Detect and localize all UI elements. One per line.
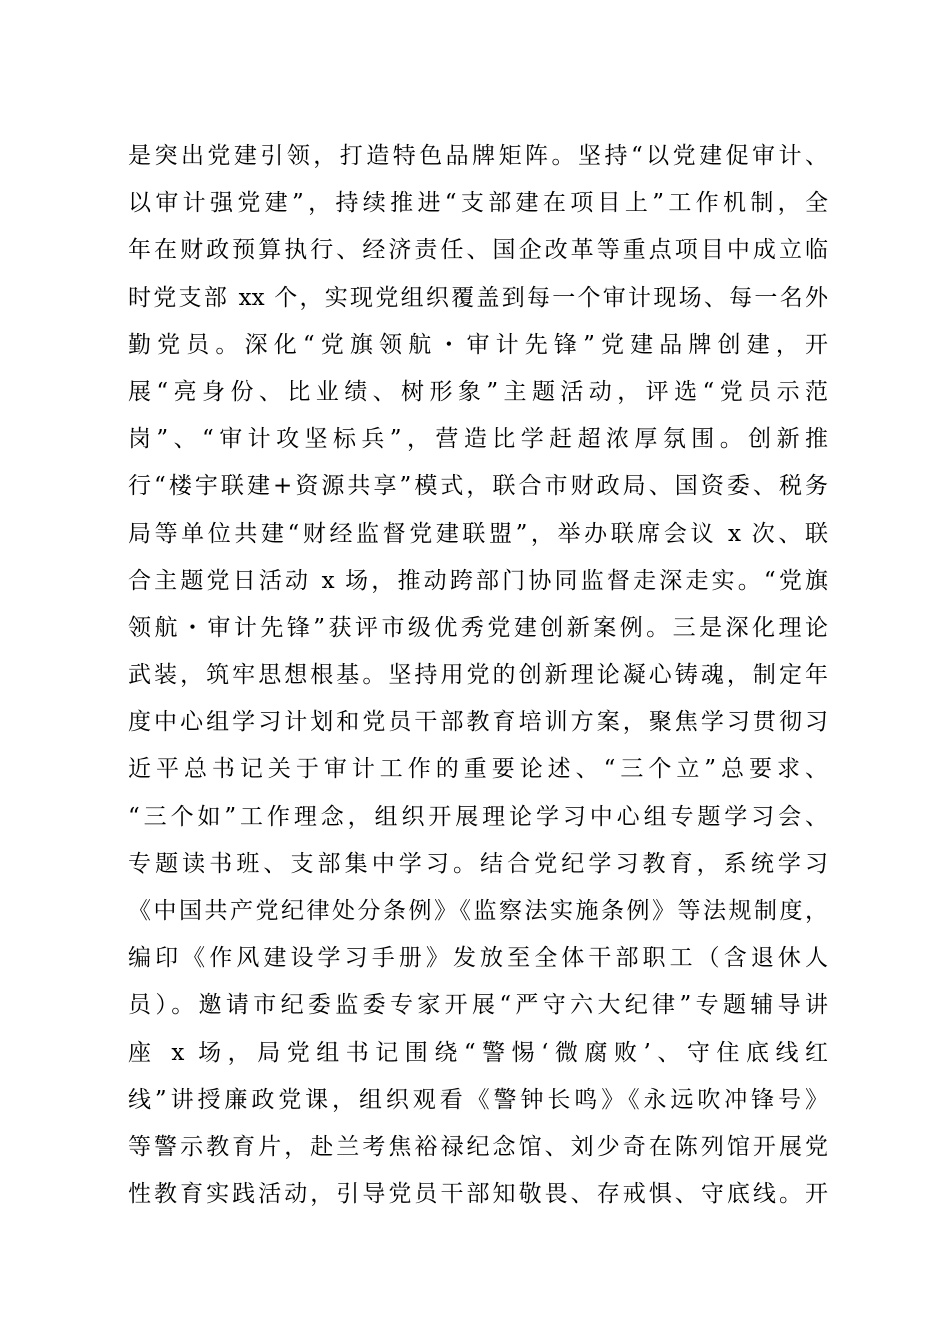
- text-line-21: 线”讲授廉政党课，组织观看《警钟长鸣》《永远吹冲锋号》: [128, 1086, 828, 1113]
- text-line-4: 时党支部 xx 个，实现党组织覆盖到每一个审计现场、每一名外: [128, 284, 828, 311]
- text-line-19: 员）。邀请市纪委监委专家开展“严守六大纪律”专题辅导讲: [128, 992, 828, 1019]
- text-line-16: 专题读书班、支部集中学习。结合党纪学习教育，系统学习: [128, 850, 828, 877]
- text-line-9: 局等单位共建“财经监督党建联盟”，举办联席会议 x 次、联: [128, 520, 828, 547]
- text-line-5: 勤党员。深化“党旗领航・审计先锋”党建品牌创建，开: [128, 331, 828, 358]
- text-line-17: 《中国共产党纪律处分条例》《监察法实施条例》等法规制度，: [128, 898, 828, 924]
- text-line-1: 是突出党建引领，打造特色品牌矩阵。坚持“以党建促审计、: [128, 143, 828, 169]
- text-line-2: 以审计强党建”，持续推进“支部建在项目上”工作机制，全: [128, 190, 828, 217]
- text-line-11: 领航・审计先锋”获评市级优秀党建创新案例。三是深化理论: [128, 614, 828, 641]
- text-line-18: 编印《作风建设学习手册》发放至全体干部职工（含退休人: [128, 945, 828, 972]
- text-line-20: 座 x 场，局党组书记围绕“警惕‘微腐败’、守住底线红: [128, 1039, 828, 1066]
- body-text: [128, 133, 828, 1218]
- text-line-22: 等警示教育片，赴兰考焦裕禄纪念馆、刘少奇在陈列馆开展党: [128, 1133, 828, 1160]
- text-line-15: “三个如”工作理念，组织开展理论学习中心组专题学习会、: [128, 803, 828, 830]
- text-line-7: 岗”、“审计攻坚标兵”，营造比学赶超浓厚氛围。创新推: [128, 426, 828, 453]
- text-line-3: 年在财政预算执行、经济责任、国企改革等重点项目中成立临: [128, 237, 828, 264]
- text-line-14: 近平总书记关于审计工作的重要论述、“三个立”总要求、: [128, 756, 828, 783]
- text-line-13: 度中心组学习计划和党员干部教育培训方案，聚焦学习贯彻习: [128, 709, 828, 736]
- text-line-23: 性教育实践活动，引导党员干部知敬畏、存戒惧、守底线。开: [128, 1181, 828, 1208]
- text-line-6: 展“亮身份、比业绩、树形象”主题活动，评选“党员示范: [128, 378, 828, 405]
- text-line-10: 合主题党日活动 x 场，推动跨部门协同监督走深走实。“党旗: [128, 567, 828, 594]
- text-line-8: 行“楼宇联建+资源共享”模式，联合市财政局、国资委、税务: [128, 473, 828, 500]
- text-line-12: 武装，筑牢思想根基。坚持用党的创新理论凝心铸魂，制定年: [128, 662, 828, 689]
